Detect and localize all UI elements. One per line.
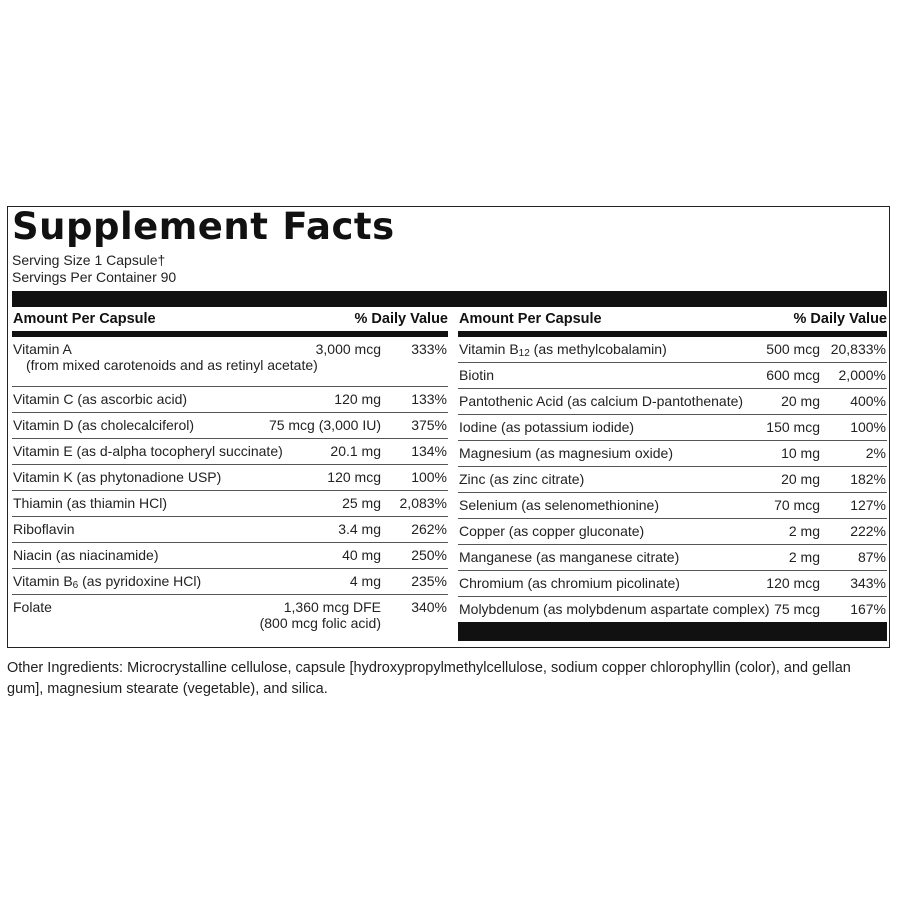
nutrient-name: Vitamin E (as d-alpha tocopheryl succinate) bbox=[13, 443, 283, 459]
left-nutrient-column bbox=[12, 307, 448, 642]
nutrient-name: Biotin bbox=[459, 367, 495, 383]
nutrient-name: Copper (as copper gluconate) bbox=[459, 523, 645, 539]
left-nutrient-rows bbox=[12, 337, 448, 642]
nutrient-amount: 600 mcg bbox=[766, 367, 820, 383]
nutrient-daily-value: 2% bbox=[865, 445, 886, 461]
right-nutrient-column bbox=[458, 307, 887, 621]
nutrient-row bbox=[12, 337, 448, 387]
panel-title bbox=[12, 207, 395, 247]
nutrient-row bbox=[12, 491, 448, 517]
nutrient-row bbox=[458, 597, 887, 621]
nutrient-amount: 20 mg bbox=[781, 471, 820, 487]
other-ingredients: Other Ingredients: Microcrystalline cellulose, capsule [hydroxypropylmethylcellulose, sodium copper chlorophyllin (color), and gellan gum], magnesium stearate (vegetable), and silica. bbox=[7, 660, 851, 697]
nutrient-amount: 500 mcg bbox=[766, 341, 820, 357]
nutrient-daily-value: 2,083% bbox=[399, 495, 447, 511]
column-header bbox=[12, 307, 448, 331]
nutrient-daily-value: 250% bbox=[411, 547, 447, 563]
nutrient-name: Magnesium (as magnesium oxide) bbox=[459, 445, 673, 461]
nutrient-daily-value: 400% bbox=[850, 393, 886, 409]
bottom-thick-rule bbox=[458, 622, 887, 641]
nutrient-name bbox=[13, 573, 201, 589]
nutrient-daily-value: 133% bbox=[411, 391, 447, 407]
nutrient-daily-value: 262% bbox=[411, 521, 447, 537]
nutrient-daily-value: 222% bbox=[850, 523, 886, 539]
nutrient-amount-note: (800 mcg folic acid) bbox=[259, 615, 381, 631]
nutrient-name-text: (as pyridoxine HCl) bbox=[78, 573, 202, 589]
nutrient-daily-value: 167% bbox=[850, 601, 886, 617]
nutrient-name: Folate bbox=[13, 599, 52, 615]
nutrient-amount: 150 mcg bbox=[766, 419, 820, 435]
nutrient-name: Vitamin K (as phytonadione USP) bbox=[13, 469, 222, 485]
serving-size: Serving Size 1 Capsule† bbox=[12, 252, 166, 268]
nutrient-name: Molybdenum (as molybdenum aspartate complex) bbox=[459, 601, 770, 617]
nutrient-row bbox=[12, 413, 448, 439]
nutrient-daily-value: 100% bbox=[850, 419, 886, 435]
nutrient-amount: 3.4 mg bbox=[338, 521, 381, 537]
title-word-facts: Facts bbox=[282, 205, 395, 248]
column-header bbox=[458, 307, 887, 331]
nutrient-row bbox=[12, 465, 448, 491]
nutrient-row bbox=[458, 389, 887, 415]
nutrient-daily-value: 235% bbox=[411, 573, 447, 589]
nutrient-name: Niacin (as niacinamide) bbox=[13, 547, 159, 563]
nutrient-name: Vitamin C (as ascorbic acid) bbox=[13, 391, 188, 407]
nutrient-name-subscript: 12 bbox=[518, 348, 530, 359]
title-word-supplement: Supplement bbox=[12, 205, 269, 248]
nutrient-daily-value: 134% bbox=[411, 443, 447, 459]
column-divider bbox=[454, 307, 455, 623]
nutrient-amount: 40 mg bbox=[342, 547, 381, 563]
nutrient-amount: 120 mcg bbox=[766, 575, 820, 591]
nutrient-name-text: (as methylcobalamin) bbox=[529, 341, 667, 357]
nutrient-amount: 25 mg bbox=[342, 495, 381, 511]
nutrient-amount: 20.1 mg bbox=[330, 443, 381, 459]
right-nutrient-rows bbox=[458, 337, 887, 621]
nutrient-name: Vitamin D (as cholecalciferol) bbox=[13, 417, 195, 433]
nutrient-daily-value: 375% bbox=[411, 417, 447, 433]
nutrient-daily-value: 182% bbox=[850, 471, 886, 487]
daily-value-header: % Daily Value bbox=[354, 311, 448, 327]
nutrient-amount: 10 mg bbox=[781, 445, 820, 461]
nutrient-row bbox=[458, 519, 887, 545]
nutrient-daily-value: 127% bbox=[850, 497, 886, 513]
nutrient-name-subscript: 6 bbox=[72, 580, 79, 591]
nutrient-amount: 3,000 mcg bbox=[315, 341, 381, 357]
nutrient-amount: 4 mg bbox=[349, 573, 381, 589]
nutrient-row bbox=[12, 517, 448, 543]
nutrient-amount: 75 mcg (3,000 IU) bbox=[268, 417, 381, 433]
nutrient-amount: 20 mg bbox=[781, 393, 820, 409]
nutrient-amount: 1,360 mcg DFE bbox=[283, 599, 381, 615]
servings-per-container: Servings Per Container 90 bbox=[12, 269, 177, 285]
thick-rule bbox=[12, 291, 887, 307]
nutrient-daily-value: 100% bbox=[411, 469, 447, 485]
amount-per-capsule-header: Amount Per Capsule bbox=[459, 311, 602, 327]
nutrient-name: Manganese (as manganese citrate) bbox=[459, 549, 680, 565]
nutrient-row bbox=[12, 595, 448, 642]
nutrient-row bbox=[458, 571, 887, 597]
nutrient-row bbox=[458, 467, 887, 493]
supplement-facts-panel bbox=[7, 206, 890, 648]
nutrient-daily-value: 2,000% bbox=[838, 367, 886, 383]
daily-value-header: % Daily Value bbox=[793, 311, 887, 327]
nutrient-row bbox=[458, 415, 887, 441]
nutrient-amount: 120 mg bbox=[334, 391, 381, 407]
nutrient-daily-value: 340% bbox=[411, 599, 447, 615]
nutrient-row bbox=[12, 543, 448, 569]
nutrient-daily-value: 20,833% bbox=[830, 341, 886, 357]
nutrient-source-note: (from mixed carotenoids and as retinyl acetate) bbox=[26, 357, 318, 373]
nutrient-name: Selenium (as selenomethionine) bbox=[459, 497, 659, 513]
nutrient-name: Pantothenic Acid (as calcium D-pantothenate) bbox=[459, 393, 744, 409]
nutrient-name: Iodine (as potassium iodide) bbox=[459, 419, 635, 435]
nutrient-name bbox=[459, 341, 667, 357]
nutrient-name: Thiamin (as thiamin HCl) bbox=[13, 495, 168, 511]
nutrient-row bbox=[458, 337, 887, 363]
nutrient-daily-value: 333% bbox=[411, 341, 447, 357]
amount-per-capsule-header: Amount Per Capsule bbox=[13, 311, 156, 327]
nutrient-daily-value: 87% bbox=[857, 549, 886, 565]
nutrient-row bbox=[458, 441, 887, 467]
nutrient-name-text: Vitamin B bbox=[459, 341, 519, 357]
nutrient-row bbox=[458, 493, 887, 519]
nutrient-row bbox=[12, 387, 448, 413]
nutrient-name: Chromium (as chromium picolinate) bbox=[459, 575, 680, 591]
nutrient-daily-value: 343% bbox=[850, 575, 886, 591]
nutrient-amount: 2 mg bbox=[788, 523, 820, 539]
nutrient-amount: 120 mcg bbox=[327, 469, 381, 485]
nutrient-name: Vitamin A bbox=[13, 341, 72, 357]
nutrient-name: Zinc (as zinc citrate) bbox=[459, 471, 585, 487]
nutrient-name: Riboflavin bbox=[13, 521, 75, 537]
nutrient-amount: 2 mg bbox=[788, 549, 820, 565]
nutrient-name-text: Vitamin B bbox=[13, 573, 73, 589]
nutrient-row bbox=[458, 545, 887, 571]
nutrient-row bbox=[12, 569, 448, 595]
nutrient-amount: 70 mcg bbox=[774, 497, 820, 513]
nutrient-row bbox=[458, 363, 887, 389]
nutrient-amount: 75 mcg bbox=[774, 601, 820, 617]
nutrient-row bbox=[12, 439, 448, 465]
